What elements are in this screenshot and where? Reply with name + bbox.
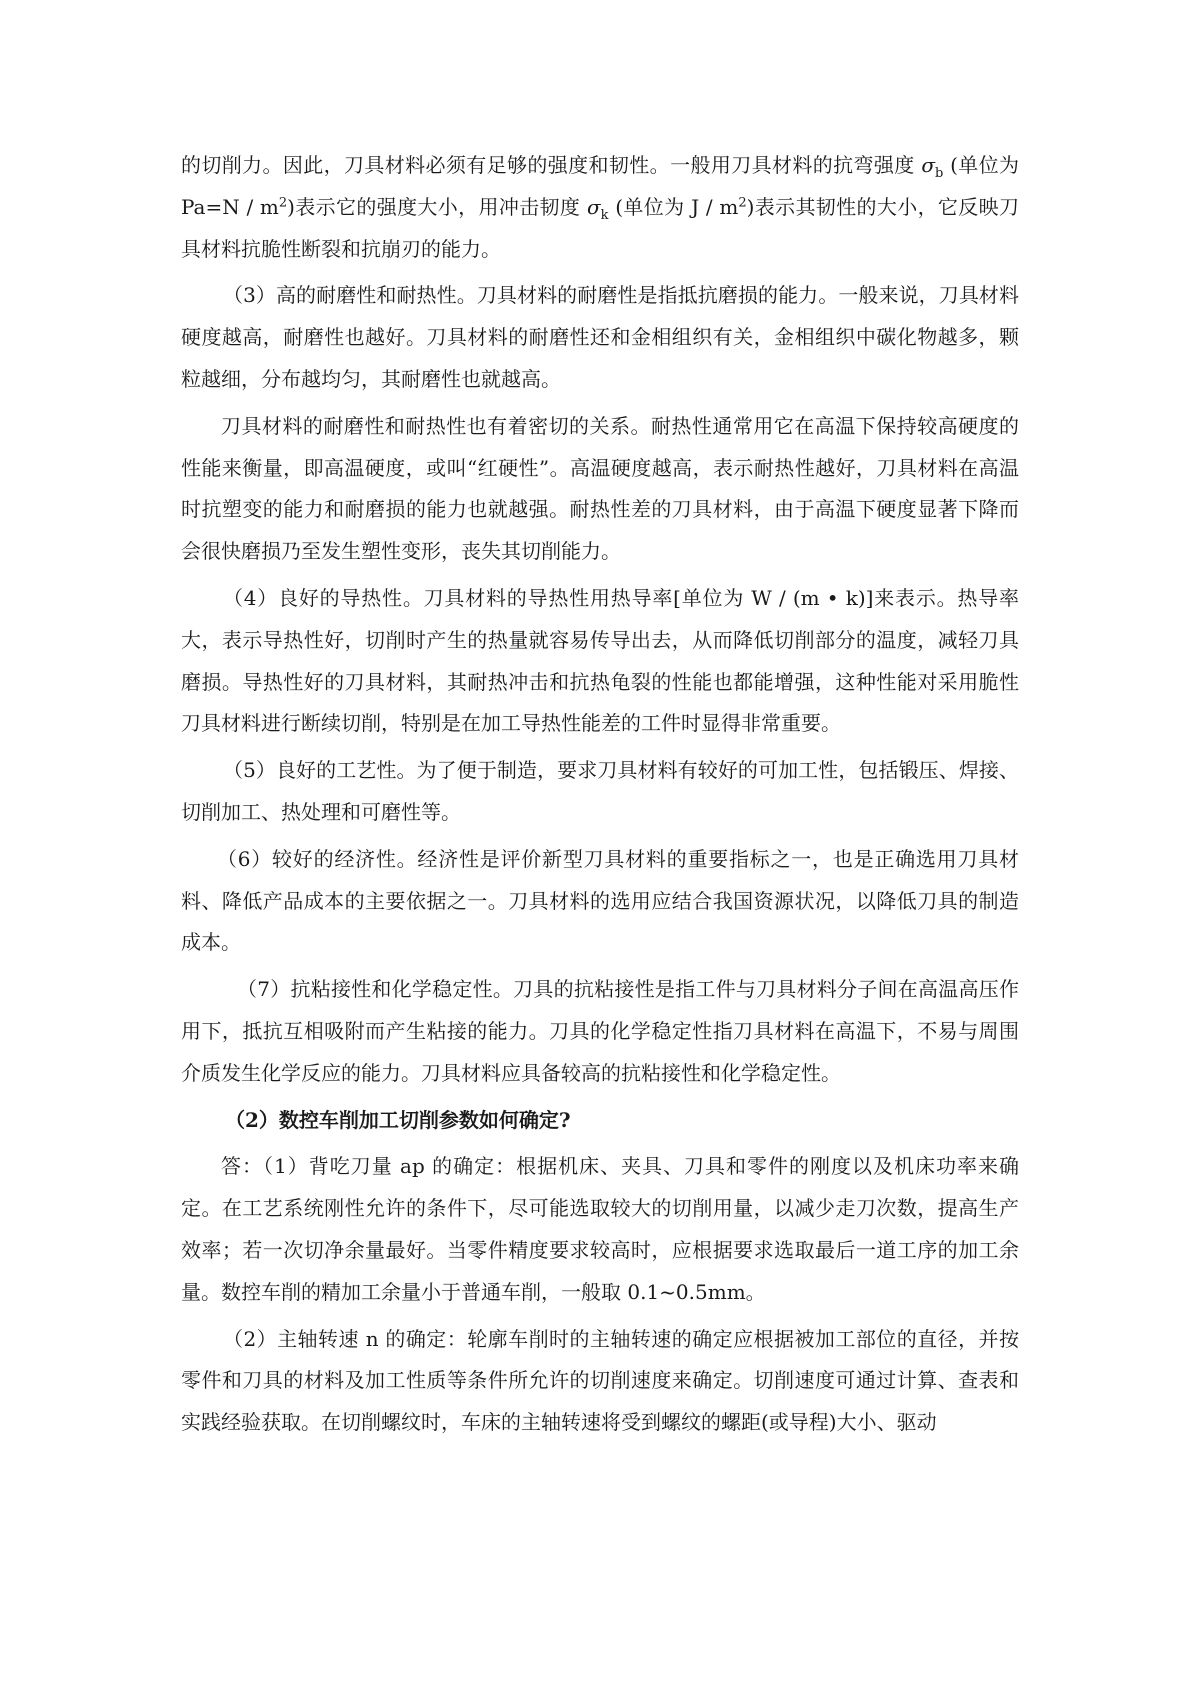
superscript-2: 2 [738, 195, 747, 211]
sigma-symbol: σ [586, 194, 601, 219]
text-run: )表示它的强度大小，用冲击韧度 [287, 194, 587, 219]
text-run: (单位为 J / m [608, 194, 739, 219]
question-heading: （2）数控车削加工切削参数如何确定? [225, 1107, 571, 1132]
paragraph-heat-resistance: 刀具材料的耐磨性和耐热性也有着密切的关系。耐热性通常用它在高温下保持较高硬度的性能来衡量，即高温硬度，或叫“红硬性”。高温硬度越高，表示耐热性越好，刀具材料在高温时抗塑变的能力和耐磨损的能力也就越强。耐热性差的刀具材料，由于高温下硬度显著下降而会很快磨损乃至发生塑性变形，丧失其切削能力。 [181, 413, 1019, 564]
paragraph-wear-resistance: （3）高的耐磨性和耐热性。刀具材料的耐磨性是指抵抗磨损的能力。一般来说，刀具材料硬度越高，耐磨性也越好。刀具材料的耐磨性还和金相组织有关，金相组织中碳化物越多，颗粒越细，分布越均匀，其耐磨性也就越高。 [181, 283, 1019, 391]
text-run: (单位为 Pa=N / m [181, 153, 1019, 219]
paragraph-anti-adhesion: （7）抗粘接性和化学稳定性。刀具的抗粘接性是指工件与刀具材料分子间在高温高压作用下，抵抗互相吸附而产生粘接的能力。刀具的化学稳定性指刀具材料在高温下，不易与周围介质发生化学反应的能力。刀具材料应具备较高的抗粘接性和化学稳定性。 [181, 977, 1019, 1085]
paragraph-spindle-speed: （2）主轴转速 n 的确定：轮廓车削时的主轴转速的确定应根据被加工部位的直径，并按零件和刀具的材料及加工性质等条件所允许的切削速度来确定。切削速度可通过计算、查表和实践经验获取。在切削螺纹时，车床的主轴转速将受到螺纹的螺距(或导程)大小、驱动 [181, 1326, 1019, 1435]
text-run: )表示其韧性的大小，它反映刀具材料抗脆性断裂和抗崩刃的能力。 [181, 194, 1019, 261]
superscript-2: 2 [278, 195, 288, 211]
paragraph-economy: （6）较好的经济性。经济性是评价新型刀具材料的重要指标之一，也是正确选用刀具材料、降低产品成本的主要依据之一。刀具材料的选用应结合我国资源状况，以降低刀具的制造成本。 [181, 846, 1019, 955]
subscript-b: b [935, 166, 944, 181]
paragraph-depth-of-cut: 答：（1）背吃刀量 ap 的确定：根据机床、夹具、刀具和零件的刚度以及机床功率来确定。在工艺系统刚性允许的条件下，尽可能选取较大的切削用量，以减少走刀次数，提高生产效率；若一次切净余量最好。当零件精度要求较高时，应根据要求选取最后一道工序的加工余量。数控车削的精加工余量小于普通车削，一般取 0.1~0.5mm。 [181, 1154, 1019, 1304]
sigma-symbol: σ [921, 153, 935, 177]
paragraph-strength-toughness [181, 145, 1019, 270]
subscript-k: k [600, 207, 609, 223]
paragraph-processability: （5）良好的工艺性。为了便于制造，要求刀具材料有较好的可加工性，包括锻压、焊接、切削加工、热处理和可磨性等。 [181, 758, 1019, 824]
paragraph-thermal-conductivity: （4）良好的导热性。刀具材料的导热性用热导率[单位为 W / (m • k)]来表示。热导率大，表示导热性好，切削时产生的热量就容易传导出去，从而降低切削部分的温度，减轻刀具磨损。导热性好的刀具材料，其耐热冲击和抗热龟裂的性能也都能增强，这种性能对采用脆性刀具材料进行断续切削，特别是在加工导热性能差的工件时显得非常重要。 [181, 585, 1019, 736]
document-body [181, 145, 1019, 1444]
text-run: 的切削力。因此，刀具材料必须有足够的强度和韧性。一般用刀具材料的抗弯强度 [181, 153, 922, 177]
